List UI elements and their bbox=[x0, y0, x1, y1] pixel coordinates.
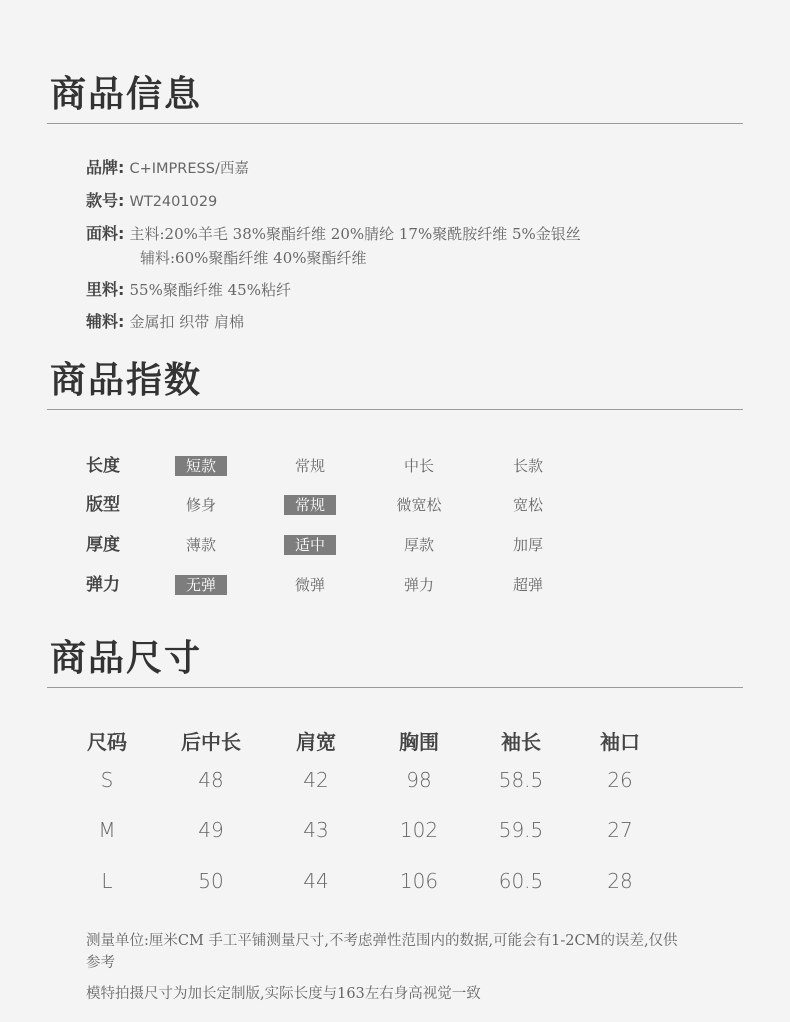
brand-row bbox=[86, 156, 249, 181]
size-table-cell: 49 bbox=[198, 818, 224, 842]
size-table-cell: 102 bbox=[399, 818, 439, 842]
info-divider bbox=[47, 123, 743, 124]
size-table-header: 袖长 bbox=[501, 730, 541, 754]
lining-value: 55%聚酯纤维 45%粘纤 bbox=[129, 281, 291, 299]
size-section-title: 商品尺寸 bbox=[50, 638, 203, 679]
size-table-cell: 106 bbox=[399, 869, 439, 893]
size-label-cell: L bbox=[101, 869, 113, 893]
brand-label: 品牌: bbox=[86, 158, 125, 177]
fabric-aux-value: 辅料:60%聚酯纤维 40%聚酯纤维 bbox=[140, 249, 367, 267]
index-option-selected: 适中 bbox=[284, 535, 336, 555]
accessories-label: 辅料: bbox=[86, 312, 125, 331]
size-table-header: 胸围 bbox=[399, 730, 439, 754]
index-option: 弹力 bbox=[403, 576, 434, 594]
fabric-label: 面料: bbox=[86, 224, 125, 243]
size-label-cell: S bbox=[100, 768, 114, 792]
size-table-cell: 98 bbox=[406, 768, 432, 792]
size-table-cell: 44 bbox=[303, 869, 329, 893]
brand-value: C+IMPRESS/西嘉 bbox=[129, 161, 249, 177]
lining-row bbox=[86, 278, 291, 302]
fabric-row bbox=[86, 222, 581, 246]
model-note: 模特拍摄尺寸为加长定制版,实际长度与163左右身高视觉一致 bbox=[86, 986, 481, 1002]
size-table-cell: 58.5 bbox=[498, 768, 544, 792]
index-option: 超弹 bbox=[512, 576, 543, 594]
index-option-selected: 短款 bbox=[175, 456, 227, 476]
size-table-cell: 28 bbox=[607, 869, 633, 893]
index-row-label: 版型 bbox=[86, 495, 120, 515]
size-label-cell: M bbox=[98, 818, 116, 842]
size-table-cell: 50 bbox=[198, 869, 224, 893]
index-option: 修身 bbox=[185, 496, 216, 514]
size-table-header: 袖口 bbox=[600, 730, 640, 754]
size-table-cell: 43 bbox=[303, 818, 329, 842]
index-option: 微宽松 bbox=[396, 496, 442, 514]
index-row-label: 厚度 bbox=[86, 535, 120, 555]
size-divider bbox=[47, 687, 743, 688]
accessories-value: 金属扣 织带 肩棉 bbox=[129, 313, 245, 331]
info-section-title: 商品信息 bbox=[50, 74, 203, 115]
index-option: 常规 bbox=[294, 457, 325, 475]
size-table-cell: 27 bbox=[607, 818, 633, 842]
size-table-cell: 42 bbox=[303, 768, 329, 792]
accessories-row bbox=[86, 310, 244, 334]
fabric-main-value: 主料:20%羊毛 38%聚酯纤维 20%腈纶 17%聚酰胺纤维 5%金银丝 bbox=[129, 225, 581, 243]
size-table-header: 后中长 bbox=[181, 730, 241, 754]
index-option: 加厚 bbox=[512, 536, 543, 554]
index-option: 厚款 bbox=[403, 536, 434, 554]
index-row-label: 长度 bbox=[86, 456, 120, 476]
index-option-selected: 无弹 bbox=[175, 575, 227, 595]
style-number-row bbox=[86, 189, 217, 214]
size-table-cell: 48 bbox=[198, 768, 224, 792]
style-number-value: WT2401029 bbox=[129, 194, 218, 210]
style-number-label: 款号: bbox=[86, 191, 125, 210]
index-section-title: 商品指数 bbox=[50, 360, 203, 401]
index-divider bbox=[47, 409, 743, 410]
index-option: 中长 bbox=[403, 457, 434, 475]
index-option: 微弹 bbox=[294, 576, 325, 594]
index-option: 薄款 bbox=[185, 536, 216, 554]
index-row-label: 弹力 bbox=[86, 575, 120, 595]
measurement-note: 测量单位:厘米CM 手工平铺测量尺寸,不考虑弹性范围内的数据,可能会有1-2CM的误差,仅供参考 bbox=[86, 933, 678, 971]
size-table-cell: 26 bbox=[607, 768, 633, 792]
size-table-header: 肩宽 bbox=[296, 730, 336, 754]
size-table-cell: 60.5 bbox=[498, 869, 544, 893]
size-table-cell: 59.5 bbox=[498, 818, 544, 842]
index-option: 长款 bbox=[512, 457, 543, 475]
index-option-selected: 常规 bbox=[284, 495, 336, 515]
index-option: 宽松 bbox=[512, 496, 543, 514]
lining-label: 里料: bbox=[86, 280, 125, 299]
size-table-header: 尺码 bbox=[87, 730, 127, 754]
